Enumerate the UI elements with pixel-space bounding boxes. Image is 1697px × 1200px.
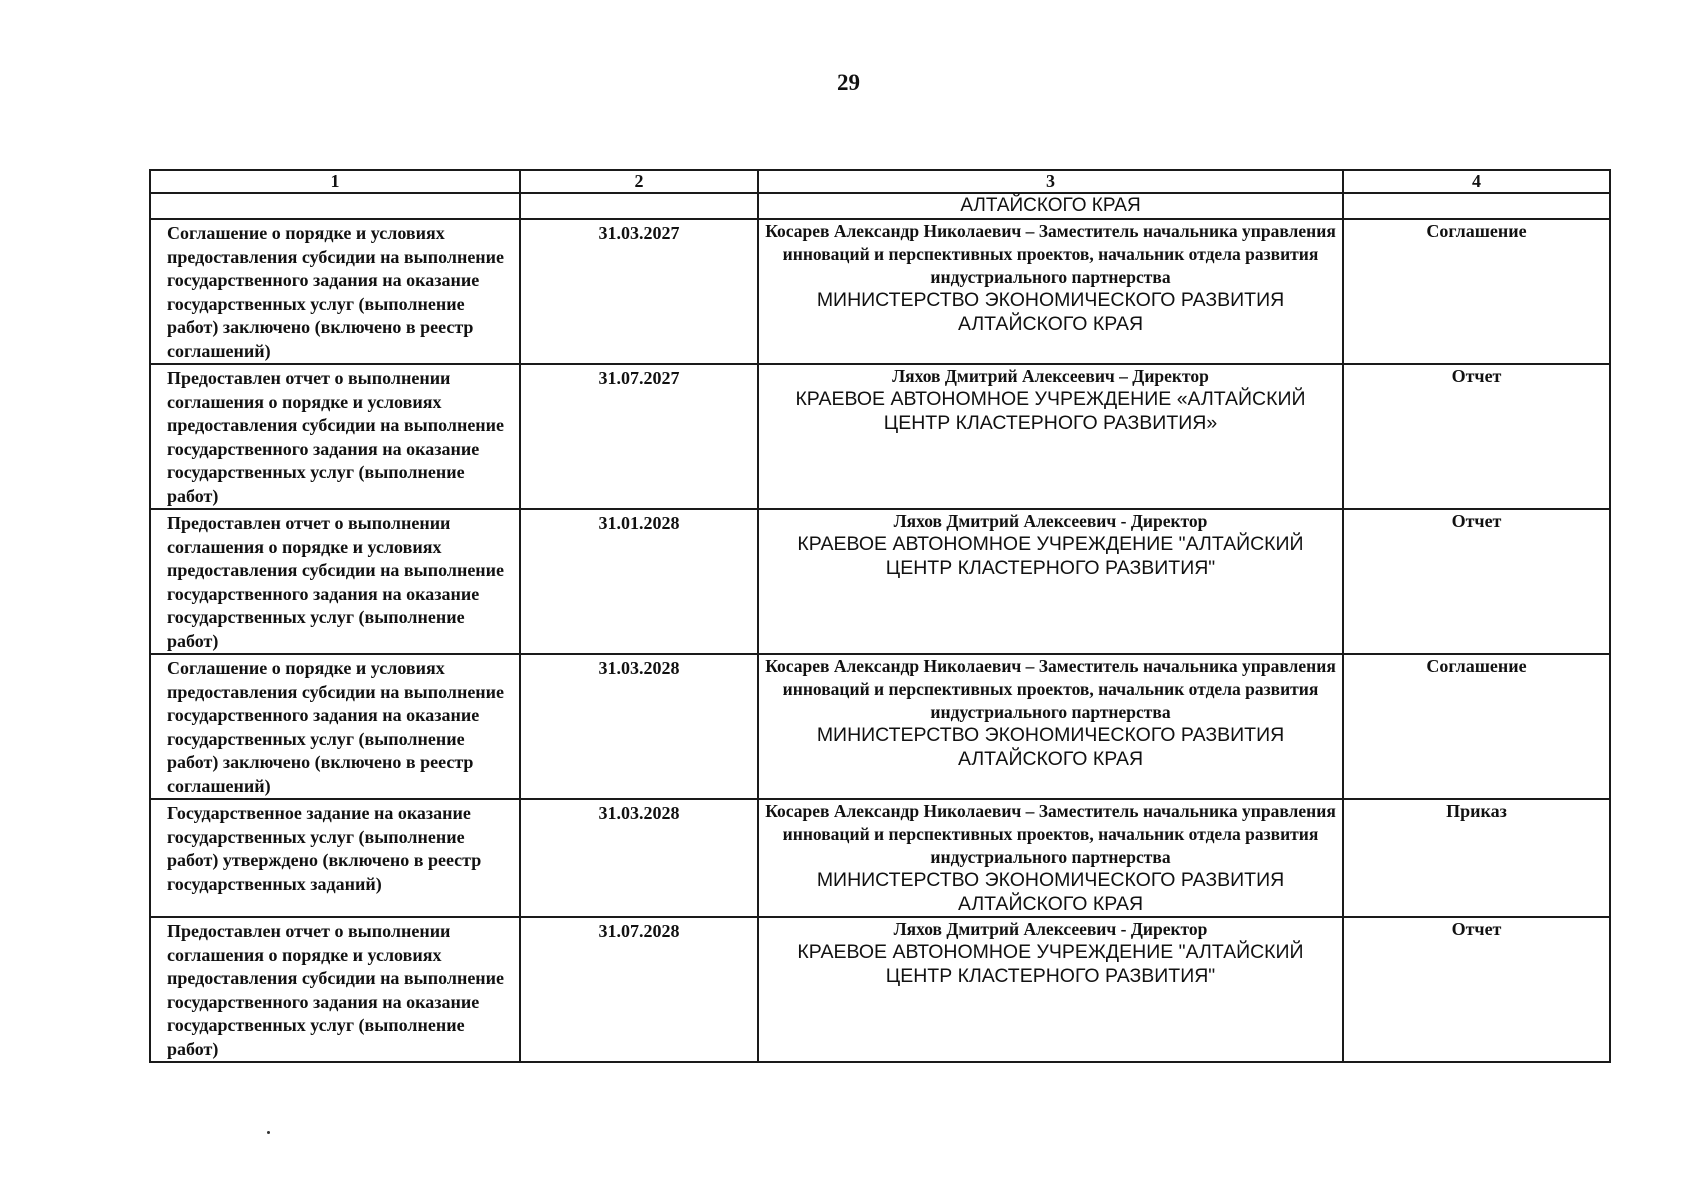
doc-type-cell: [1343, 219, 1610, 364]
responsible-person: Косарев Александр Николаевич – Заместитель начальника управления инноваций и перспективных проектов, начальник отдела развития индустриального партнерства: [765, 801, 1336, 867]
responsible-org: КРАЕВОЕ АВТОНОМНОЕ УЧРЕЖДЕНИЕ "АЛТАЙСКИЙ ЦЕНТР КЛАСТЕРНОГО РАЗВИТИЯ": [797, 533, 1304, 579]
responsible-cell: [758, 219, 1343, 364]
responsible-org: КРАЕВОЕ АВТОНОМНОЕ УЧРЕЖДЕНИЕ «АЛТАЙСКИЙ ЦЕНТР КЛАСТЕРНОГО РАЗВИТИЯ»: [795, 388, 1306, 434]
event-cell: [150, 219, 520, 364]
table-row: [150, 364, 1610, 509]
table-row: [150, 917, 1610, 1062]
page-number: 29: [837, 70, 860, 95]
deadline-date: 31.07.2028: [598, 921, 680, 941]
scan-speck: [267, 1131, 270, 1134]
column-number-row: [150, 170, 1610, 193]
table-row: [150, 654, 1610, 799]
document-type: Приказ: [1446, 801, 1507, 821]
event-cell: [150, 654, 520, 799]
document-type: Отчет: [1451, 919, 1502, 939]
column-number: 1: [150, 170, 520, 193]
deadline-date: 31.01.2028: [598, 513, 680, 533]
document-type: Соглашение: [1426, 656, 1527, 676]
responsible-org: КРАЕВОЕ АВТОНОМНОЕ УЧРЕЖДЕНИЕ "АЛТАЙСКИЙ ЦЕНТР КЛАСТЕРНОГО РАЗВИТИЯ": [797, 941, 1304, 987]
event-text: Предоставлен отчет о выполнении соглашения о порядке и условиях предоставления субсидии на выполнение государственного задания на оказание государственных услуг (выполнение работ): [167, 513, 505, 651]
event-cell: [150, 509, 520, 654]
doc-type-cell: [1343, 654, 1610, 799]
responsible-cell: [758, 654, 1343, 799]
responsible-person: Ляхов Дмитрий Алексеевич – Директор: [892, 366, 1209, 386]
event-text: Государственное задание на оказание государственных услуг (выполнение работ) утверждено (включено в реестр государственных заданий): [167, 803, 482, 894]
event-cell: [150, 917, 520, 1062]
empty-cell: [150, 193, 520, 219]
continuation-org-cell: [758, 193, 1343, 219]
column-number: 2: [520, 170, 758, 193]
responsible-cell: [758, 917, 1343, 1062]
responsible-person: Ляхов Дмитрий Алексеевич - Директор: [893, 919, 1208, 939]
doc-type-cell: [1343, 917, 1610, 1062]
empty-cell: [1343, 193, 1610, 219]
event-cell: [150, 799, 520, 917]
event-text: Соглашение о порядке и условиях предоставления субсидии на выполнение государственного задания на оказание государственных услуг (выполнение работ) заключено (включено в реестр соглашений): [167, 658, 505, 796]
date-cell: [520, 799, 758, 917]
event-cell: [150, 364, 520, 509]
date-cell: [520, 364, 758, 509]
event-text: Предоставлен отчет о выполнении соглашения о порядке и условиях предоставления субсидии на выполнение государственного задания на оказание государственных услуг (выполнение работ): [167, 368, 505, 506]
column-number: 3: [758, 170, 1343, 193]
continuation-row: [150, 193, 1610, 219]
responsible-cell: [758, 509, 1343, 654]
table-row: [150, 799, 1610, 917]
date-cell: [520, 509, 758, 654]
responsible-cell: [758, 364, 1343, 509]
responsible-person: Косарев Александр Николаевич – Заместитель начальника управления инноваций и перспективных проектов, начальник отдела развития индустриального партнерства: [765, 221, 1336, 287]
date-cell: [520, 654, 758, 799]
empty-cell: [520, 193, 758, 219]
doc-type-cell: [1343, 509, 1610, 654]
deadline-date: 31.03.2027: [598, 223, 680, 243]
control-points-table: [149, 169, 1611, 1063]
event-text: Предоставлен отчет о выполнении соглашения о порядке и условиях предоставления субсидии на выполнение государственного задания на оказание государственных услуг (выполнение работ): [167, 921, 505, 1059]
date-cell: [520, 219, 758, 364]
doc-type-cell: [1343, 799, 1610, 917]
document-type: Отчет: [1451, 511, 1502, 531]
document-type: Отчет: [1451, 366, 1502, 386]
responsible-person: Ляхов Дмитрий Алексеевич - Директор: [893, 511, 1208, 531]
responsible-org: МИНИСТЕРСТВО ЭКОНОМИЧЕСКОГО РАЗВИТИЯ АЛТАЙСКОГО КРАЯ: [816, 289, 1285, 335]
column-number: 4: [1343, 170, 1610, 193]
table-row: [150, 219, 1610, 364]
document-type: Соглашение: [1426, 221, 1527, 241]
continuation-org: АЛТАЙСКОГО КРАЯ: [960, 195, 1141, 216]
responsible-cell: [758, 799, 1343, 917]
responsible-person: Косарев Александр Николаевич – Заместитель начальника управления инноваций и перспективных проектов, начальник отдела развития индустриального партнерства: [765, 656, 1336, 722]
date-cell: [520, 917, 758, 1062]
table-row: [150, 509, 1610, 654]
doc-type-cell: [1343, 364, 1610, 509]
deadline-date: 31.03.2028: [598, 803, 680, 823]
event-text: Соглашение о порядке и условиях предоставления субсидии на выполнение государственного задания на оказание государственных услуг (выполнение работ) заключено (включено в реестр соглашений): [167, 223, 505, 361]
deadline-date: 31.07.2027: [598, 368, 680, 388]
responsible-org: МИНИСТЕРСТВО ЭКОНОМИЧЕСКОГО РАЗВИТИЯ АЛТАЙСКОГО КРАЯ: [816, 869, 1285, 915]
deadline-date: 31.03.2028: [598, 658, 680, 678]
responsible-org: МИНИСТЕРСТВО ЭКОНОМИЧЕСКОГО РАЗВИТИЯ АЛТАЙСКОГО КРАЯ: [816, 724, 1285, 770]
